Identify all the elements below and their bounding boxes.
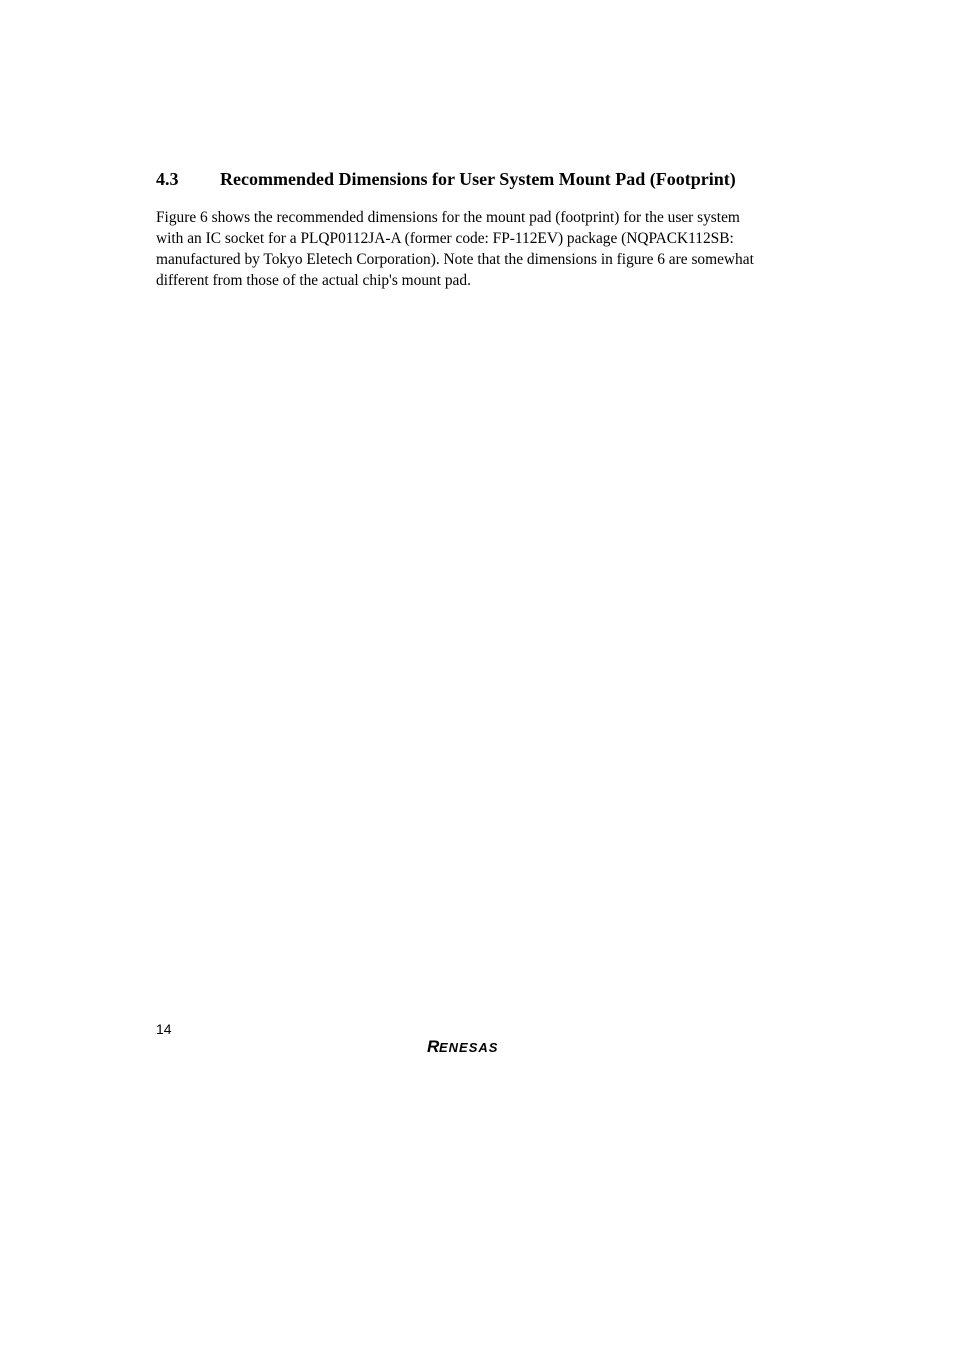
svg-text:R: R [427,1037,440,1056]
section-number: 4.3 [156,169,179,189]
section-heading [156,168,816,190]
paragraph-line: with an IC socket for a PLQP0112JA-A (former code: FP-112EV) package (NQPACK112SB: [156,230,734,247]
body-paragraph [156,207,816,291]
page-number: 14 [156,1021,172,1037]
section-title: Recommended Dimensions for User System Mount Pad (Footprint) [220,169,736,189]
renesas-logo [425,1036,523,1056]
paragraph-line: manufactured by Tokyo Eletech Corporation). Note that the dimensions in figure 6 are somewhat [156,251,754,268]
logo-text: ENESAS [439,1040,499,1055]
paragraph-line: different from those of the actual chip's mount pad. [156,272,471,289]
paragraph-line: Figure 6 shows the recommended dimensions for the mount pad (footprint) for the user system [156,209,740,226]
